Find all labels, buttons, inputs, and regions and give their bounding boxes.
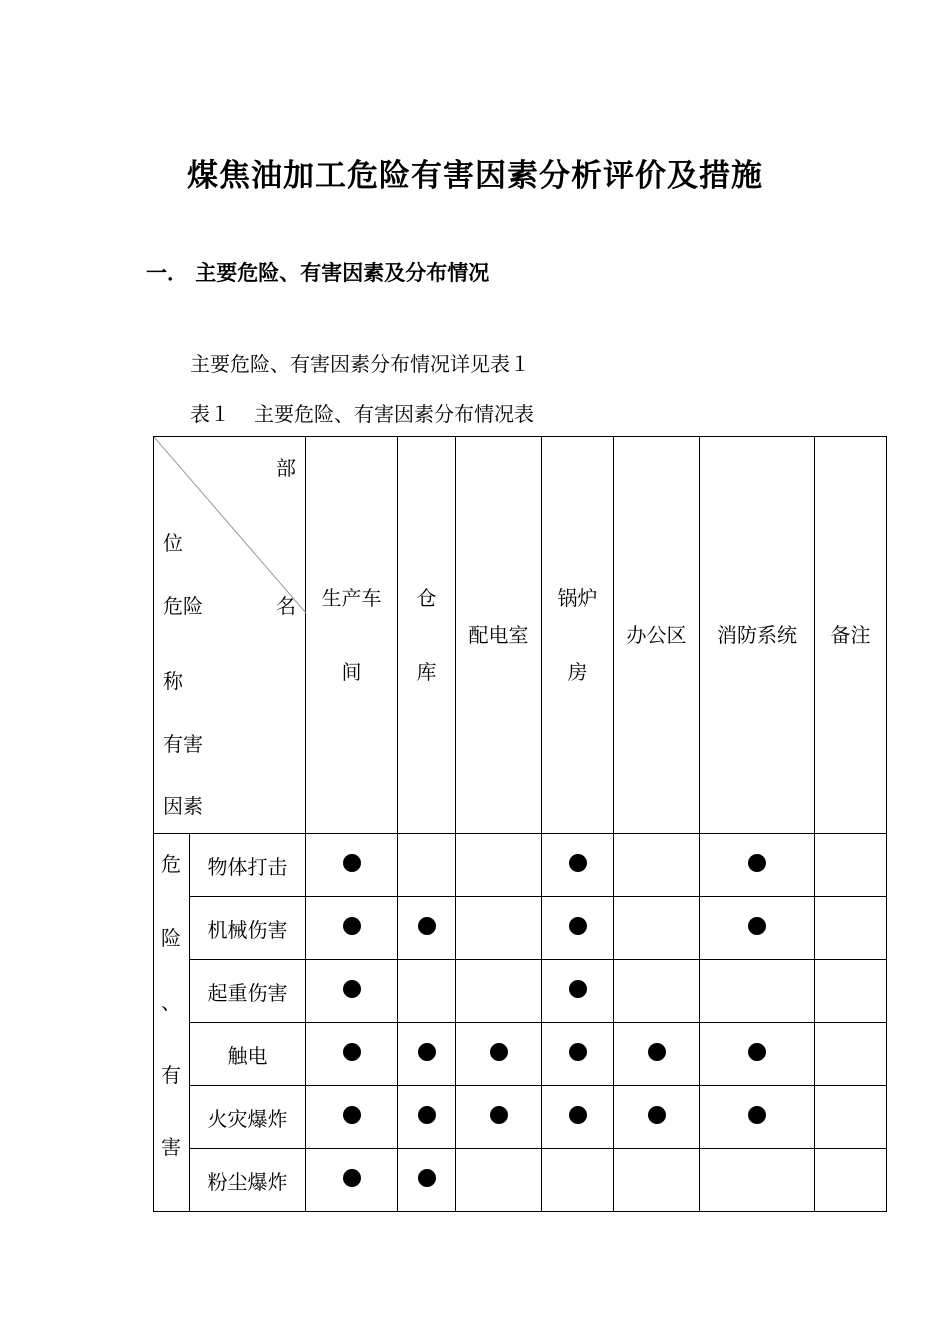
filled-dot-icon [418,1169,436,1187]
filled-dot-icon [343,1106,361,1124]
filled-dot-icon [648,1106,666,1124]
distribution-cell [306,834,398,897]
distribution-cell [815,897,887,960]
category-char: 有 [161,1063,181,1087]
distribution-cell [700,960,815,1023]
hazard-name-cell: 粉尘爆炸 [190,1149,306,1212]
distribution-cell [306,1149,398,1212]
table-row [154,1086,887,1149]
filled-dot-icon [343,1043,361,1061]
distribution-cell [456,834,542,897]
corner-label-cheng: 称 [163,669,183,693]
distribution-cell [542,960,614,1023]
filled-dot-icon [418,917,436,935]
distribution-cell [306,897,398,960]
table-row [154,1149,887,1212]
table-row [154,960,887,1023]
corner-header-cell [154,437,306,834]
distribution-cell [398,1023,456,1086]
distribution-cell [815,1149,887,1212]
distribution-cell [614,1086,700,1149]
distribution-cell [700,1149,815,1212]
hazard-name-cell: 触电 [190,1023,306,1086]
area-header-boiler-room: 锅炉 房 [542,437,614,834]
table-caption [190,398,534,427]
filled-dot-icon [569,917,587,935]
filled-dot-icon [343,854,361,872]
hazard-name-cell: 物体打击 [190,834,306,897]
filled-dot-icon [748,1043,766,1061]
hazard-distribution-table [153,436,887,1212]
filled-dot-icon [569,980,587,998]
distribution-cell [815,834,887,897]
table-header-row [154,437,887,834]
distribution-cell [456,1149,542,1212]
hazard-name-cell: 起重伤害 [190,960,306,1023]
filled-dot-icon [490,1043,508,1061]
distribution-cell [614,1149,700,1212]
area-header-office: 办公区 [614,437,700,834]
distribution-cell [398,834,456,897]
distribution-cell [456,1086,542,1149]
area-header-fire-system: 消防系统 [700,437,815,834]
table-row [154,897,887,960]
corner-label-danger: 危险 [163,594,203,618]
filled-dot-icon [490,1106,508,1124]
distribution-cell [614,1023,700,1086]
corner-label-bu: 部 [276,456,296,480]
distribution-cell [614,834,700,897]
hazard-name-cell: 火灾爆炸 [190,1086,306,1149]
distribution-cell [542,1023,614,1086]
distribution-cell [306,960,398,1023]
category-char: 、 [161,990,181,1014]
distribution-cell [700,834,815,897]
table-caption-text: 主要危险、有害因素分布情况表 [254,402,534,426]
distribution-cell [614,897,700,960]
table-caption-number: 表１ [190,402,230,426]
category-char: 险 [161,926,181,950]
filled-dot-icon [343,917,361,935]
category-char: 害 [161,1135,181,1159]
distribution-cell [700,897,815,960]
filled-dot-icon [418,1043,436,1061]
distribution-cell [456,1023,542,1086]
filled-dot-icon [343,1169,361,1187]
corner-label-wei: 位 [163,531,183,555]
area-header-remarks: 备注 [815,437,887,834]
filled-dot-icon [748,854,766,872]
distribution-cell [398,960,456,1023]
corner-label-ming: 名 [276,594,296,618]
area-header-production: 生产车 间 [306,437,398,834]
corner-diagonal-line [154,437,306,833]
filled-dot-icon [569,854,587,872]
distribution-cell [815,1023,887,1086]
filled-dot-icon [648,1043,666,1061]
table-row [154,1023,887,1086]
distribution-cell [542,834,614,897]
distribution-cell [614,960,700,1023]
section-heading: 一． 主要危险、有害因素及分布情况 [146,260,490,285]
distribution-cell [700,1023,815,1086]
distribution-cell [456,897,542,960]
distribution-cell [542,1149,614,1212]
distribution-cell [306,1086,398,1149]
category-cell [154,834,190,1212]
distribution-cell [456,960,542,1023]
distribution-cell [815,960,887,1023]
filled-dot-icon [748,917,766,935]
distribution-cell [398,897,456,960]
category-char: 危 [161,852,181,876]
distribution-cell [542,1086,614,1149]
corner-label-youhai: 有害 [163,732,203,756]
filled-dot-icon [569,1106,587,1124]
distribution-cell [398,1086,456,1149]
distribution-cell [815,1086,887,1149]
distribution-cell [306,1023,398,1086]
filled-dot-icon [343,980,361,998]
distribution-cell [542,897,614,960]
distribution-cell [700,1086,815,1149]
hazard-name-cell: 机械伤害 [190,897,306,960]
distribution-cell [398,1149,456,1212]
filled-dot-icon [748,1106,766,1124]
intro-paragraph: 主要危险、有害因素分布情况详见表１ [190,352,530,376]
corner-label-yinsu: 因素 [163,794,203,818]
filled-dot-icon [569,1043,587,1061]
filled-dot-icon [418,1106,436,1124]
document-title: 煤焦油加工危险有害因素分析评价及措施 [187,158,763,194]
table-row [154,834,887,897]
area-header-warehouse: 仓 库 [398,437,456,834]
area-header-power-room: 配电室 [456,437,542,834]
